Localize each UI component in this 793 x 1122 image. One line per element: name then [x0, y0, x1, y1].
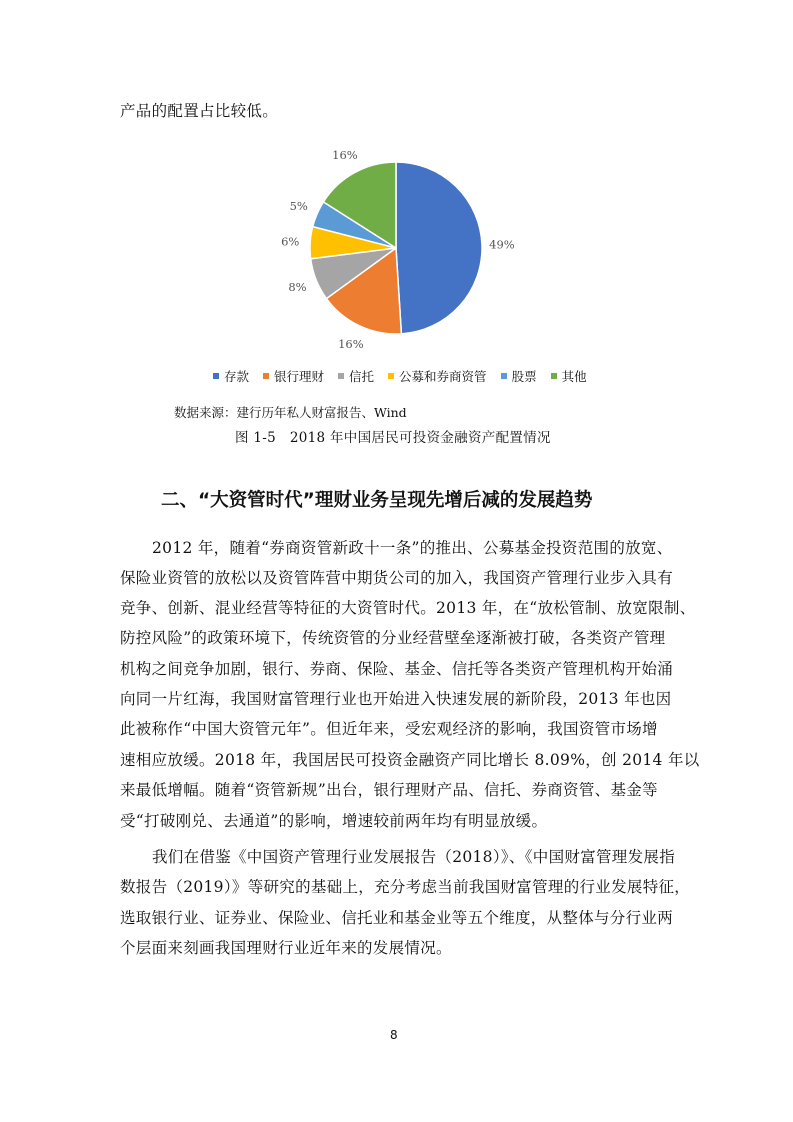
paragraph-line: 机构之间竞争加剧，银行、券商、保险、基金、信托等各类资产管理机构开始涌	[120, 660, 674, 678]
chart-legend	[213, 367, 587, 385]
legend-swatch-icon	[338, 373, 344, 379]
legend-item-deposit: 存款	[213, 367, 249, 385]
paragraph-line: 受“打破刚兑、去通道”的影响，增速较前两年均有明显放缓。	[120, 812, 548, 830]
section-heading: 二、“大资管时代”理财业务呈现先增后减的发展趋势	[161, 490, 593, 511]
pie-chart	[270, 145, 530, 355]
pie-slice-label-1: 16%	[338, 336, 364, 351]
pie-slice-0	[396, 162, 482, 334]
legend-item-other: 其他	[551, 367, 587, 385]
data-source: 数据来源：建行历年私人财富报告、Wind	[174, 405, 407, 420]
legend-item-stock: 股票	[501, 367, 537, 385]
pie-slice-label-2: 8%	[288, 280, 307, 295]
paragraph-line: 我们在借鉴《中国资产管理行业发展报告（2018）》、《中国财富管理发展指	[152, 848, 675, 866]
legend-item-fund: 公募和券商资管	[388, 367, 487, 385]
legend-item-bank-wealth: 银行理财	[263, 367, 324, 385]
paragraph-line: 防控风险”的政策环境下，传统资管的分业经营壁垒逐渐被打破，各类资产管理	[120, 629, 666, 647]
pie-slice-label-5: 16%	[332, 148, 358, 163]
pie-slice-label-3: 6%	[281, 234, 300, 249]
paragraph-line: 2012 年，随着“券商资管新政十一条”的推出、公募基金投资范围的放宽、	[152, 539, 673, 557]
legend-swatch-icon	[213, 373, 219, 379]
legend-item-trust: 信托	[338, 367, 374, 385]
paragraph-line: 选取银行业、证券业、保险业、信托业和基金业等五个维度，从整体与分行业两	[120, 909, 674, 927]
paragraph-line: 来最低增幅。随着“资管新规”出台，银行理财产品、信托、券商资管、基金等	[120, 781, 658, 799]
legend-swatch-icon	[501, 373, 507, 379]
legend-swatch-icon	[388, 373, 394, 379]
paragraph-line: 向同一片红海，我国财富管理行业也开始进入快速发展的新阶段，2013 年也因	[120, 690, 672, 708]
pie-slice-label-0: 49%	[489, 237, 515, 252]
legend-swatch-icon	[263, 373, 269, 379]
page-number: 8	[390, 1028, 398, 1042]
legend-swatch-icon	[551, 373, 557, 379]
paragraph-line: 个层面来刻画我国理财行业近年来的发展情况。	[120, 939, 452, 957]
pie-slice-label-4: 5%	[289, 198, 308, 213]
paragraph-line: 竞争、创新、混业经营等特征的大资管时代。2013 年，在“放松管制、放宽限制、	[120, 599, 696, 617]
intro-line: 产品的配置占比较低。	[120, 102, 279, 120]
paragraph-line: 此被称作“中国大资管元年”。但近年来，受宏观经济的影响，我国资管市场增	[120, 720, 658, 738]
paragraph-line: 保险业资管的放松以及资管阵营中期货公司的加入，我国资产管理行业步入具有	[120, 569, 674, 587]
paragraph-line: 数报告（2019）》等研究的基础上，充分考虑当前我国财富管理的行业发展特征，	[120, 878, 691, 896]
figure-caption: 图 1-5 2018 年中国居民可投资金融资产配置情况	[235, 430, 551, 446]
paragraph-line: 速相应放缓。2018 年，我国居民可投资金融资产同比增长 8.09%，创 2014 年以	[120, 751, 700, 769]
